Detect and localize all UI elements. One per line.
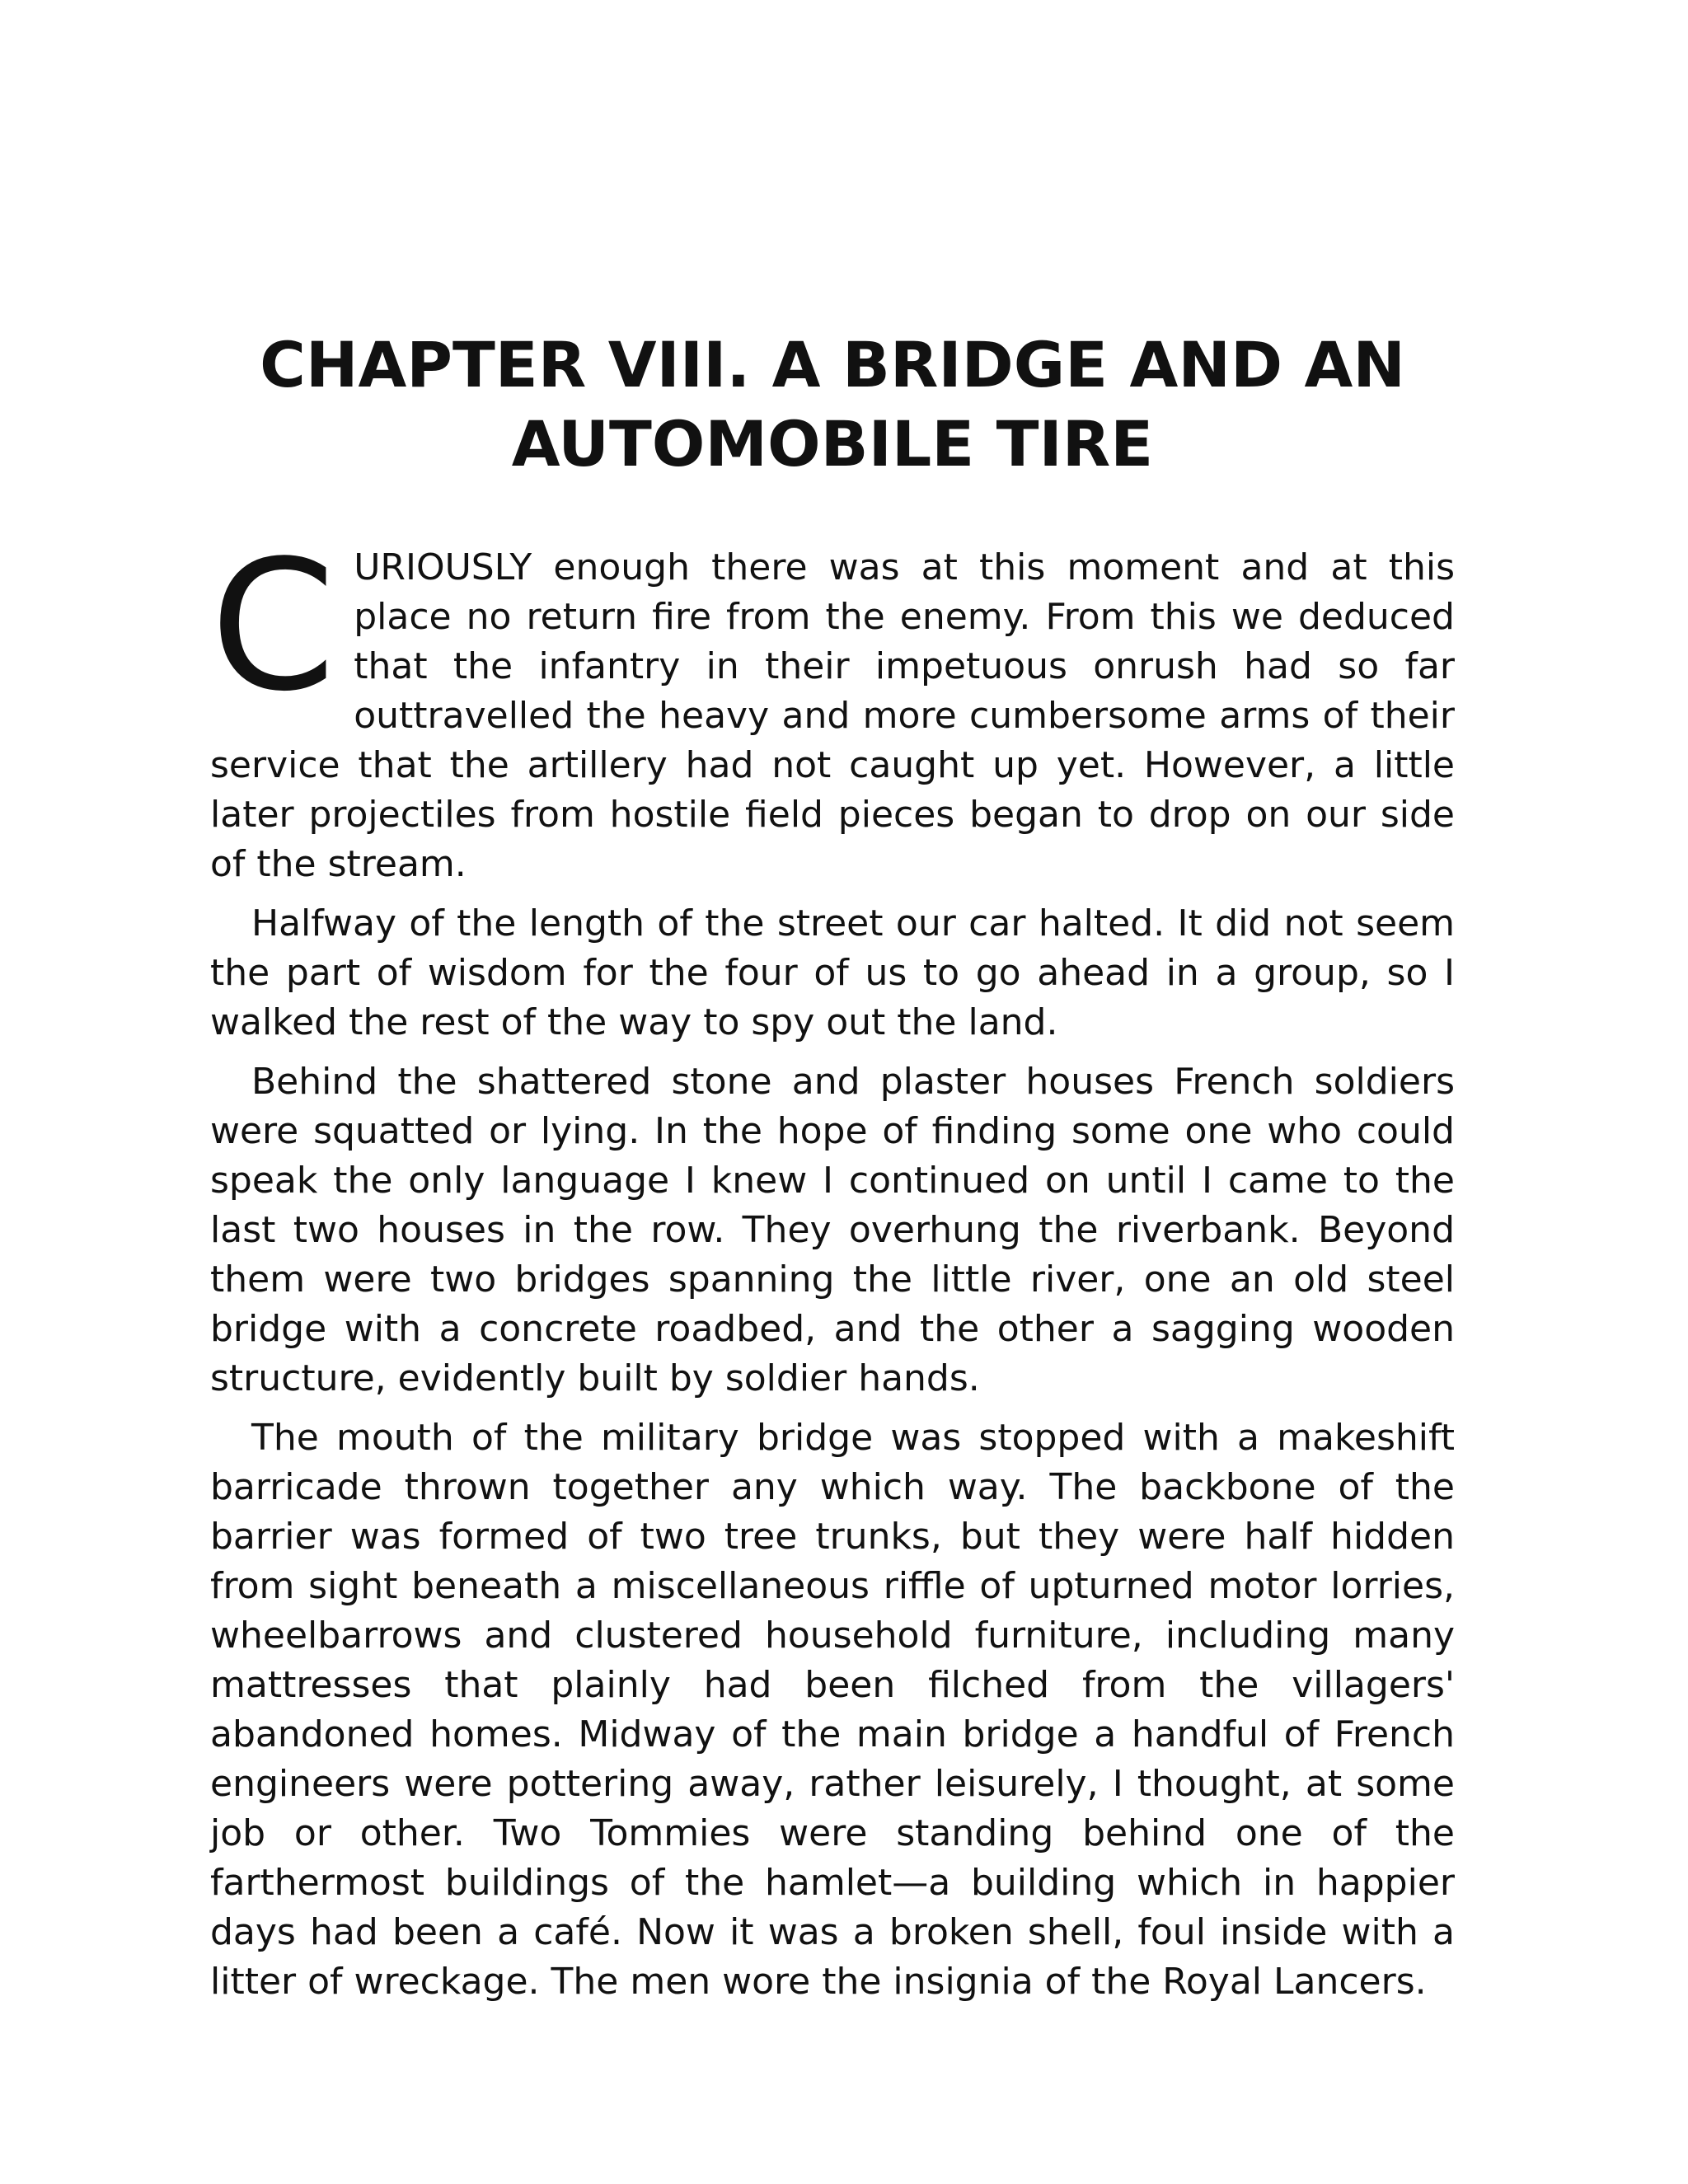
paragraph-1 bbox=[210, 523, 1455, 889]
chapter-title: CHAPTER VIII. A BRIDGE AND AN AUTOMOBILE TIRE bbox=[260, 328, 1405, 480]
book-page bbox=[210, 326, 1455, 2017]
paragraph-3: Behind the shattered stone and plaster houses French soldiers were squatted or lying. In the hope of finding some one who could speak the only language I knew I continued on until I came to the last two houses in the row. They overhung the riverbank. Beyond them were two bridges spanning the little river, one an old steel bridge with a concrete roadbed, and the other a sagging wooden structure, evidently built by soldier hands. bbox=[210, 1061, 1455, 1399]
paragraph-2: Halfway of the length of the street our car halted. It did not seem the part of wisdom for the four of us to go ahead in a group, so I walked the rest of the way to spy out the land. bbox=[210, 902, 1455, 1043]
paragraph-1-text: URIOUSLY enough there was at this moment and at this place no return fire from the enemy. From this we deduced that the infantry in their impetuous onrush had so far outtravelled the heavy and more cumbersome arms of their service that the artillery had not caught up yet. However, a little later projectiles from hostile field pieces began to drop on our side of the stream. bbox=[210, 546, 1455, 885]
drop-cap-letter: C bbox=[210, 523, 336, 731]
paragraph-4: The mouth of the military bridge was stopped with a makeshift barricade thrown together any which way. The backbone of the barrier was formed of two tree trunks, but they were half hidden from sight beneath a miscellaneous riffle of upturned motor lorries, wheelbarrows and clustered household furniture, including many mattresses that plainly had been filched from the villagers' abandoned homes. Midway of the main bridge a handful of French engineers were pottering away, rather leisurely, I thought, at some job or other. Two Tommies were standing behind one of the farthermost buildings of the hamlet—a building which in happier days had been a café. Now it was a broken shell, foul inside with a litter of wreckage. The men wore the insignia of the Royal Lancers. bbox=[210, 1417, 1455, 2003]
chapter-body bbox=[210, 523, 1455, 2007]
